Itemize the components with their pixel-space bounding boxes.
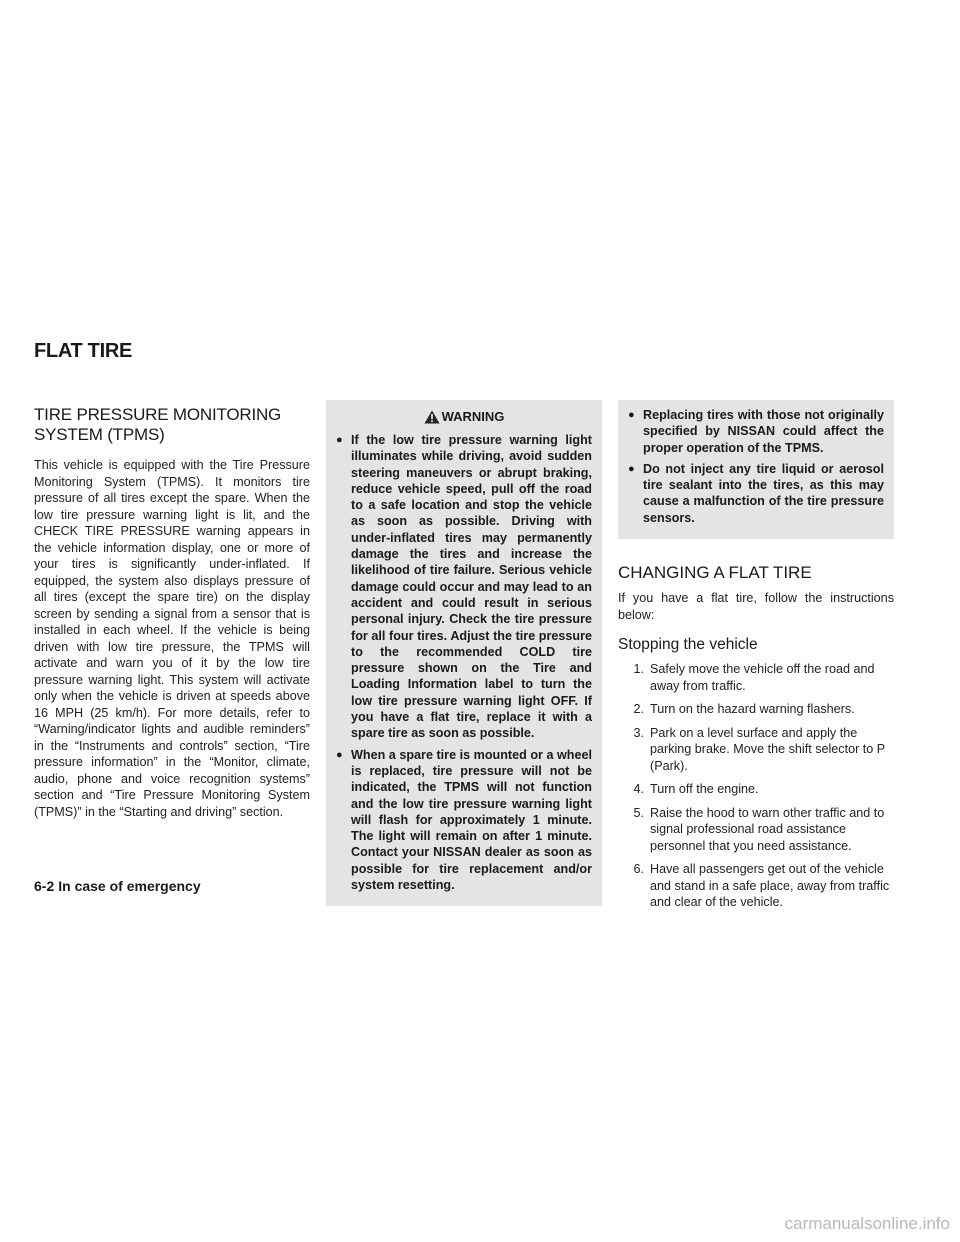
stopping-subheading: Stopping the vehicle — [618, 636, 758, 654]
step-item — [618, 781, 894, 798]
warning-box — [326, 400, 602, 906]
warning-column — [326, 400, 602, 906]
step-item — [618, 805, 894, 855]
warning-bullet-text: Replacing tires with those not originally specified by NISSAN could affect the proper operation of the TPMS. — [643, 408, 884, 455]
tpms-body: This vehicle is equipped with the Tire Pressure Monitoring System (TPMS). It monitors tire pressure of all tires except the spare. When the low tire pressure warning light is lit, and the CHECK TIRE PRESSURE warning appears in the vehicle information display, one or more of your tires is significantly under-inflated. If equipped, the system also displays pressure of all tires (except the spare tire) on the display screen by sending a signal from a sensor that is installed in each wheel. If the vehicle is being driven with low tire pressure, the TPMS will activate and warn you of it by the low tire pressure warning light. This system will activate only when the vehicle is driven at speeds above 16 MPH (25 km/h). For more details, refer to “Warning/indicator lights and audible reminders” in the “Instruments and controls” section, “Tire pressure information” in the “Monitor, climate, audio, phone and voice recognition systems” section and “Tire Pressure Monitoring System (TPMS)” in the “Starting and driving” section. — [34, 458, 310, 819]
warning-triangle-icon — [424, 410, 440, 424]
step-text: Have all passengers get out of the vehicle and stand in a safe place, away from traffic and clear of the vehicle. — [650, 862, 890, 910]
warning-header — [336, 409, 592, 424]
step-text: Turn on the hazard warning flashers. — [650, 702, 855, 717]
page-number: 6-2 — [34, 878, 55, 894]
step-number: 2. — [633, 702, 644, 717]
warning-bullet — [628, 407, 884, 456]
step-number: 4. — [633, 782, 644, 797]
step-number: 5. — [633, 805, 644, 820]
bullet-dot: ● — [336, 748, 343, 761]
page-footer — [34, 878, 201, 894]
changing-heading: CHANGING A FLAT TIRE — [618, 563, 812, 583]
steps-list — [618, 661, 894, 911]
tpms-column — [34, 400, 310, 820]
bullet-dot: ● — [336, 434, 343, 446]
step-item — [618, 861, 894, 911]
step-number: 3. — [633, 725, 644, 740]
warning-bullet — [628, 461, 884, 526]
step-item — [618, 661, 894, 694]
warning-bullet — [336, 432, 592, 742]
step-text: Turn off the engine. — [650, 782, 759, 797]
chapter-name: In case of emergency — [58, 878, 201, 894]
bullet-dot: ● — [628, 462, 635, 475]
warning-bullet-text: When a spare tire is mounted or a wheel is replaced, tire pressure will not be indicated, the TPMS will not function and the low tire pressure warning light will flash for approximately 1 minute. The light will remain on after 1 minute. Contact your NISSAN dealer as soon as possible for tire replacement and/or system resetting. — [351, 747, 592, 893]
step-text: Safely move the vehicle off the road and away from traffic. — [650, 662, 875, 693]
step-item — [618, 725, 894, 775]
step-text: Raise the hood to warn other traffic and to signal professional road assistance personnel that you need assistance. — [650, 805, 885, 853]
step-number: 1. — [633, 662, 644, 677]
section-title: FLAT TIRE — [34, 340, 133, 362]
warning-bullet-text: Do not inject any tire liquid or aerosol tire sealant into the tires, as this may cause a malfunction of the tire pressure sensors. — [643, 461, 884, 525]
step-text: Park on a level surface and apply the parking brake. Move the shift selector to P (Park). — [650, 725, 885, 773]
warning-bullet — [336, 747, 592, 894]
watermark: carmanualsonline.info — [784, 1214, 950, 1233]
bullet-dot: ● — [628, 409, 635, 421]
warning-title: WARNING — [441, 409, 505, 424]
step-number: 6. — [633, 862, 644, 877]
tpms-heading: TIRE PRESSURE MONITORING SYSTEM (TPMS) — [34, 405, 282, 444]
changing-column — [618, 400, 894, 918]
step-item — [618, 701, 894, 718]
warning-box-continued — [618, 400, 894, 539]
changing-intro: If you have a flat tire, follow the instructions below: — [618, 591, 894, 622]
warning-bullet-text: If the low tire pressure warning light illuminates while driving, avoid sudden steering maneuvers or abrupt braking, reduce vehicle speed, pull off the road to a safe location and stop the vehicle as soon as possible. Driving with under-inflated tires may permanently damage the tires and increase the likelihood of tire failure. Serious vehicle damage could occur and may lead to an accident and could result in serious personal injury. Check the tire pressure for all four tires. Adjust the tire pressure to the recommended COLD tire pressure shown on the Tire and Loading Information label to turn the low tire pressure warning light OFF. If you have a flat tire, replace it with a spare tire as soon as possible. — [351, 433, 592, 741]
